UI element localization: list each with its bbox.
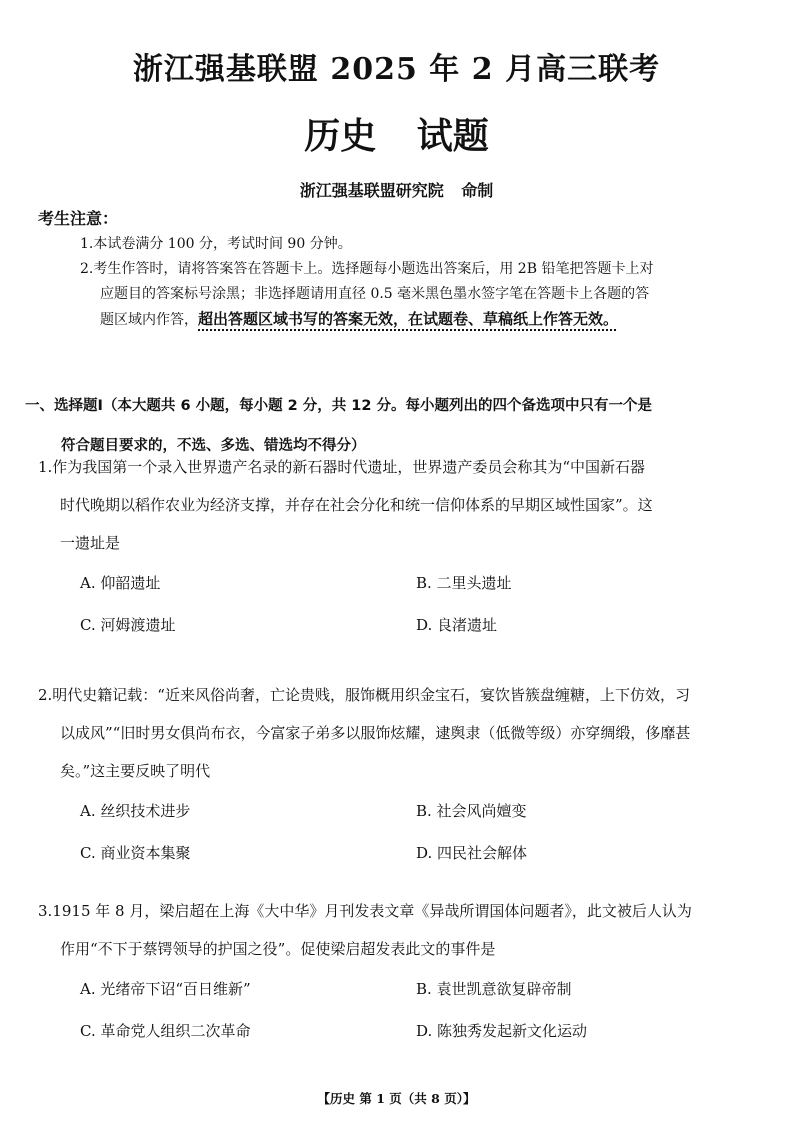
question-3-line-1: 3.1915 年 8 月，梁启超在上海《大中华》月刊发表文章《异哉所谓国体问题者》，此文被后人认为 — [38, 902, 692, 920]
question-1-line-1: 1.作为我国第一个录入世界遗产名录的新石器时代遗址，世界遗产委员会称其为“中国新石器 — [38, 458, 645, 476]
question-2-line-3: 矣。”这主要反映了明代 — [60, 762, 211, 780]
question-3-option-d[interactable]: D. 陈独秀发起新文化运动 — [416, 1022, 588, 1040]
question-2-option-a[interactable]: A. 丝织技术进步 — [80, 802, 191, 820]
question-1-option-b[interactable]: B. 二里头遗址 — [416, 574, 512, 592]
notice-item-2-line-3 — [80, 307, 714, 333]
subject-title: 历史 试题 — [304, 115, 489, 157]
question-2-option-c[interactable]: C. 商业资本集聚 — [80, 844, 191, 862]
question-3-option-c[interactable]: C. 革命党人组织二次革命 — [80, 1022, 251, 1040]
question-1-line-2: 时代晚期以稻作农业为经济支撑，并存在社会分化和统一信仰体系的早期区域性国家”。这 — [60, 496, 653, 514]
question-1-line-3: 一遗址是 — [60, 534, 121, 552]
question-1-stem — [38, 448, 743, 562]
notice-item-1: 1.本试卷满分 100 分，考试时间 90 分钟。 — [80, 236, 352, 252]
question-1 — [38, 448, 743, 646]
question-1-option-c[interactable]: C. 河姆渡遗址 — [80, 616, 176, 634]
question-2-options — [38, 790, 743, 874]
notice-block — [80, 232, 714, 333]
question-1-option-a[interactable]: A. 仰韶遗址 — [80, 574, 161, 592]
question-3-line-2: 作用“不下于蔡锷领导的护国之役”。促使梁启超发表此文的事件是 — [60, 940, 496, 958]
question-1-options — [38, 562, 743, 646]
question-2-stem — [38, 676, 743, 790]
section-heading-line-1: 一、选择题Ⅰ（本大题共 6 小题，每小题 2 分，共 12 分。每小题列出的四个备选项中只有一个是 — [25, 398, 653, 414]
notice-item-2-line-1: 2.考生作答时，请将答案答在答题卡上。选择题每小题选出答案后，用 2B 铅笔把答题卡上对 — [80, 261, 654, 277]
question-2-line-2: 以成风”“旧时男女俱尚布衣，今富家子弟多以服饰炫耀，逮舆隶（低微等级）亦穿绸缎，侈靡甚 — [60, 724, 691, 742]
notice-item-2-text: 题区域内作答， — [100, 312, 198, 328]
section-heading-line-2: 符合题目要求的，不选、多选、错选均不得分） — [61, 438, 366, 454]
question-2-option-d[interactable]: D. 四民社会解体 — [416, 844, 528, 862]
notice-warning: 超出答题区域书写的答案无效，在试题卷、草稿纸上作答无效。 — [198, 310, 619, 328]
question-2-option-b[interactable]: B. 社会风尚嬗变 — [416, 802, 527, 820]
question-2-line-1: 2.明代史籍记载：“近来风俗尚奢，亡论贵贱，服饰概用织金宝石，宴饮皆簇盘缠糖，上下仿效，习 — [38, 686, 690, 704]
question-2 — [38, 676, 743, 874]
notice-heading: 考生注意： — [38, 209, 119, 228]
issuing-org: 浙江强基联盟研究院 命制 — [299, 181, 494, 200]
notice-item-2-line-2: 应题目的答案标号涂黑；非选择题请用直径 0.5 毫米黑色墨水签字笔在答题卡上各题的答 — [100, 286, 650, 302]
question-3-options — [38, 968, 743, 1052]
question-3-option-a[interactable]: A. 光绪帝下诏“百日维新” — [80, 980, 251, 998]
question-3-stem — [38, 892, 743, 968]
question-3-option-b[interactable]: B. 袁世凯意欲复辟帝制 — [416, 980, 572, 998]
question-1-option-d[interactable]: D. 良渚遗址 — [416, 616, 498, 634]
exam-title: 浙江强基联盟 2025 年 2 月高三联考 — [132, 52, 661, 87]
question-3 — [38, 892, 743, 1052]
page-footer: 【历史 第 1 页（共 8 页）】 — [317, 1091, 476, 1106]
